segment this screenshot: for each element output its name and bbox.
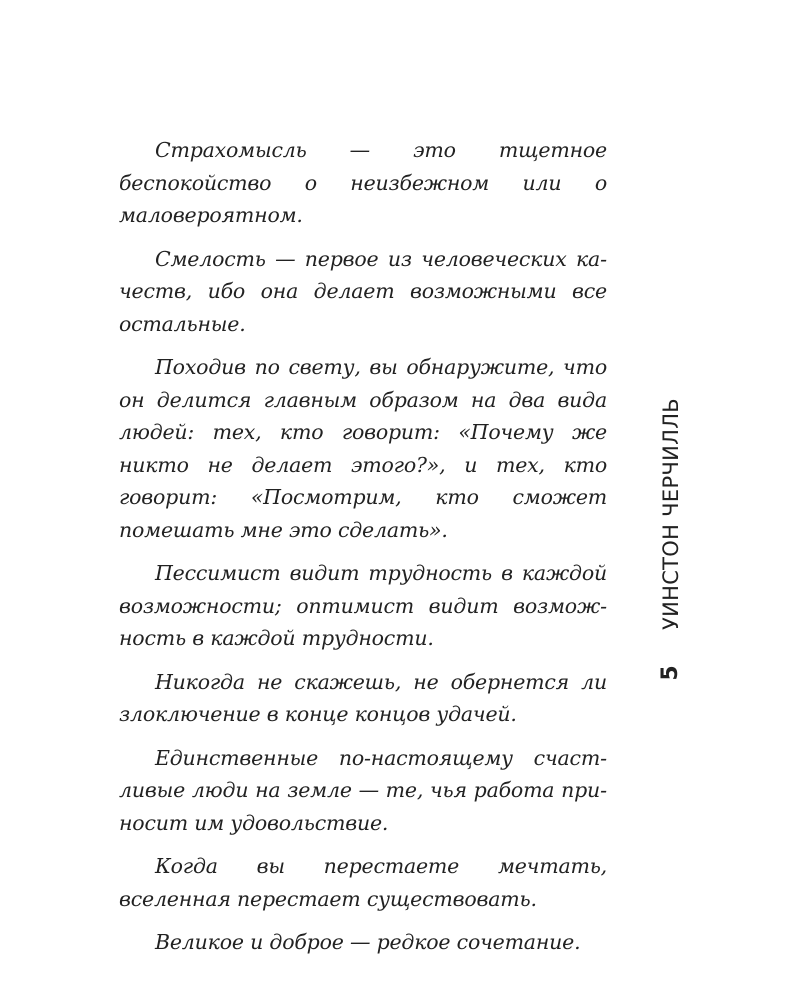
quote-paragraph: Страхомысль — это тщетное беспокойство о неизбежном или о маловероятном. (119, 138, 607, 227)
running-head-author: УИНСТОН ЧЕРЧИЛЛЬ (659, 397, 683, 630)
quotes-text-block (119, 134, 607, 970)
quote-paragraph: Никогда не скажешь, не обернется ли злоключение в конце концов удачей. (119, 669, 607, 726)
quote-paragraph: Смелость — первое из человеческих качеств, ибо она делает возможными все остальные. (119, 246, 607, 336)
quote-paragraph: Великое и доброе — редкое сочетание. (155, 930, 581, 954)
quote-paragraph: Походив по свету, вы обнаружите, что он делится главным образом на два вида людей: тех, кто говорит: «Почему же никто не делает этого?», и тех, кто говорит: «Посмотрим, кто сможет помешать мне это сделать». (119, 355, 607, 542)
quote-paragraph: Единственные по-настоящему счастливые люди на земле — те, чья работа приносит им удовольствие. (119, 745, 607, 835)
side-margin (655, 397, 687, 690)
quote-paragraph: Когда вы перестаете мечтать, вселенная перестает существовать. (119, 854, 607, 911)
quote-paragraph: Пессимист видит трудность в каждой возможности; оптимист видит возможность в каждой трудности. (119, 561, 607, 650)
page-number: 5 (658, 665, 683, 681)
